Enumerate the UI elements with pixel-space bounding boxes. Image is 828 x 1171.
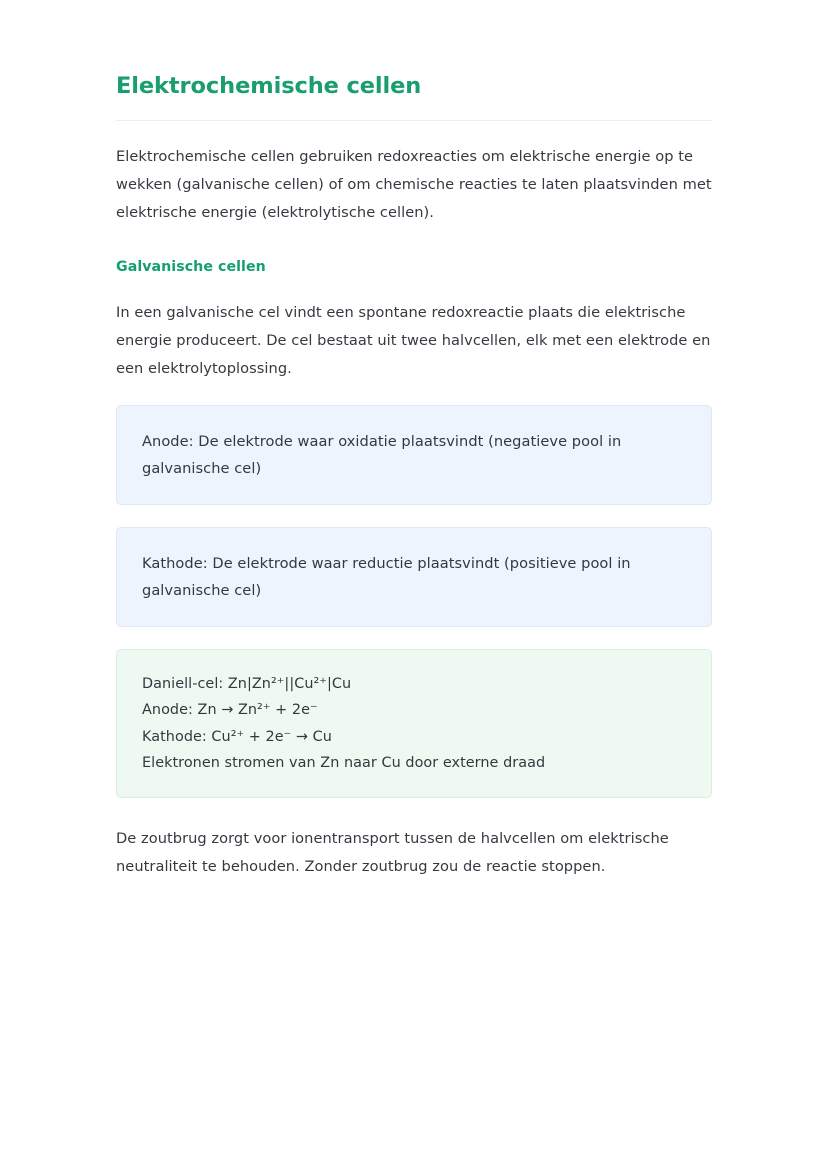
example-line-cell-notation: Daniell-cel: Zn|Zn²⁺||Cu²⁺|Cu xyxy=(142,675,352,692)
intro-paragraph: Elektrochemische cellen gebruiken redoxreacties om elektrische energie op te wekken (galvanische cellen) of om chemische reacties te laten plaatsvinden met elektrische energie (elektrolytische cellen). xyxy=(116,148,712,222)
example-line-anode-reaction: Anode: Zn → Zn²⁺ + 2e⁻ xyxy=(142,702,318,719)
example-line-kathode-reaction: Kathode: Cu²⁺ + 2e⁻ → Cu xyxy=(142,728,332,745)
document-content-column xyxy=(116,72,712,881)
title-divider xyxy=(116,120,712,121)
definition-callout-anode-text: Anode: De elektrode waar oxidatie plaatsvindt (negatieve pool in galvanische cel) xyxy=(142,432,622,477)
definition-callout-anode xyxy=(116,405,712,505)
page-title: Elektrochemische cellen xyxy=(116,73,422,99)
section-paragraph: In een galvanische cel vindt een spontane redoxreactie plaats die elektrische energie produceert. De cel bestaat uit twee halvcellen, elk met een elektrode en een elektrolytoplossing. xyxy=(116,303,711,377)
section-heading-galvanische-cellen: Galvanische cellen xyxy=(116,259,266,276)
definition-callout-kathode xyxy=(116,527,712,627)
example-line-electron-flow: Elektronen stromen van Zn naar Cu door externe draad xyxy=(142,755,546,772)
definition-callout-kathode-text: Kathode: De elektrode waar reductie plaatsvindt (positieve pool in galvanische cel) xyxy=(142,554,631,599)
closing-paragraph: De zoutbrug zorgt voor ionentransport tussen de halvcellen om elektrische neutraliteit te behouden. Zonder zoutbrug zou de reactie stoppen. xyxy=(116,829,669,875)
example-callout-daniell-cel xyxy=(116,649,712,798)
